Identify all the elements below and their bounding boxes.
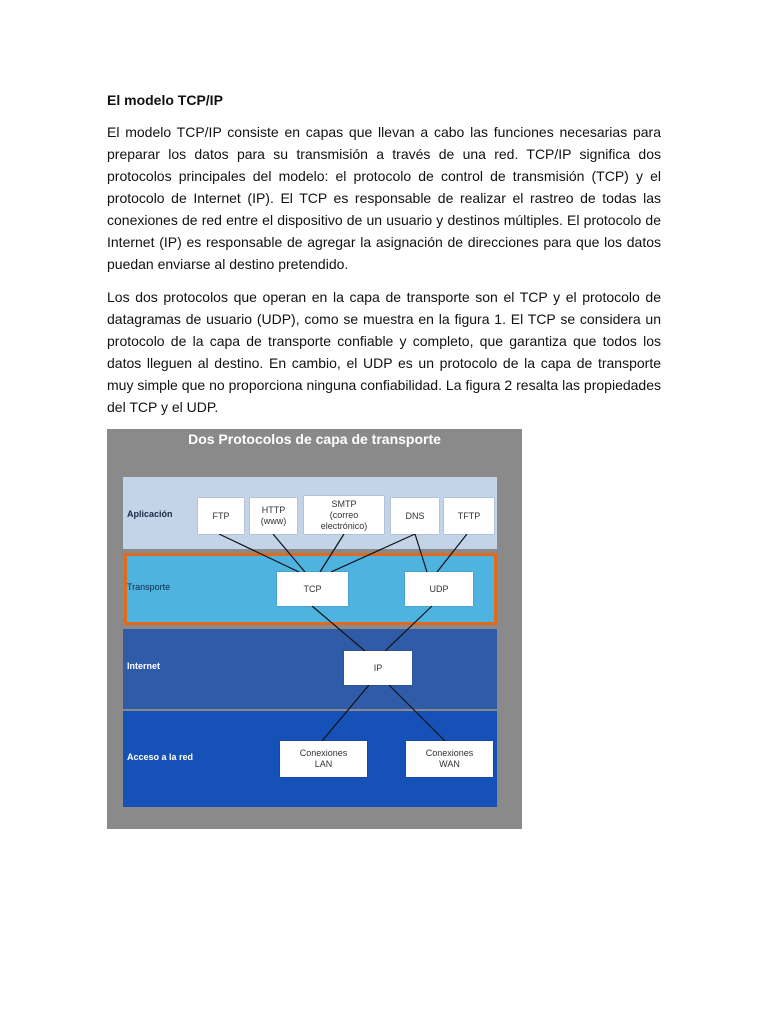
protocol-box-ftp: FTP (198, 498, 244, 534)
layer-label-internet: Internet (127, 661, 161, 671)
protocol-box-ip: IP (344, 651, 412, 685)
connector-ip-lan (322, 685, 369, 741)
connection-box-wan: Conexiones WAN (406, 741, 493, 777)
connector-http-tcp (273, 534, 305, 572)
paragraph: Los dos protocolos que operan en la capa de transporte son el TCP y el protocolo de datagramas de usuario (UDP), como se muestra en la figura 1. El TCP se considera un protocolo de la capa de transporte confiable y completo, que garantiza que todos los datos lleguen al destino. En cambio, el UDP es un protocolo de la capa de transporte muy simple que no proporciona ninguna confiabilidad. La figura 2 resalta las propiedades del TCP y el UDP. (107, 289, 661, 415)
protocol-box-udp: UDP (405, 572, 473, 606)
connector-tcp-ip (312, 606, 365, 651)
layer-label-application: Aplicación (127, 509, 173, 519)
connector-dns-udp (415, 534, 427, 572)
connector-tftp-udp (437, 534, 467, 572)
connector-dns-tcp (331, 534, 415, 572)
layer-label-access: Acceso a la red (127, 752, 194, 762)
protocol-box-dns: DNS (391, 498, 439, 534)
connection-box-lan: Conexiones LAN (280, 741, 367, 777)
paragraph: El modelo TCP/IP consiste en capas que llevan a cabo las funciones necesarias para preparar los datos para su transmisión a través de una red. TCP/IP significa dos protocolos principales del modelo: el protocolo de control de transmisión (TCP) y el protocolo de Internet (IP). El TCP es responsable de realizar el rastreo de todas las conexiones de red entre el dispositivo de un usuario y destinos múltiples. El protocolo de Internet (IP) es responsable de agregar la asignación de direcciones para que los datos puedan enviarse al destino pretendido. (107, 124, 661, 272)
document-heading: El modelo TCP/IP (107, 92, 223, 108)
connector-ip-wan (389, 685, 445, 741)
connector-udp-ip (385, 606, 432, 651)
protocol-box-smtp: SMTP (correo electrónico) (304, 496, 384, 534)
protocol-box-http: HTTP (www) (250, 498, 297, 534)
connector-smtp-tcp (320, 534, 344, 572)
tcp-ip-layers-figure (107, 429, 522, 829)
protocol-box-tcp: TCP (277, 572, 348, 606)
layer-label-transport: Transporte (127, 582, 171, 592)
protocol-box-tftp: TFTP (444, 498, 494, 534)
figure-title: Dos Protocolos de capa de transporte (188, 431, 441, 447)
connector-ftp-tcp (219, 534, 299, 572)
